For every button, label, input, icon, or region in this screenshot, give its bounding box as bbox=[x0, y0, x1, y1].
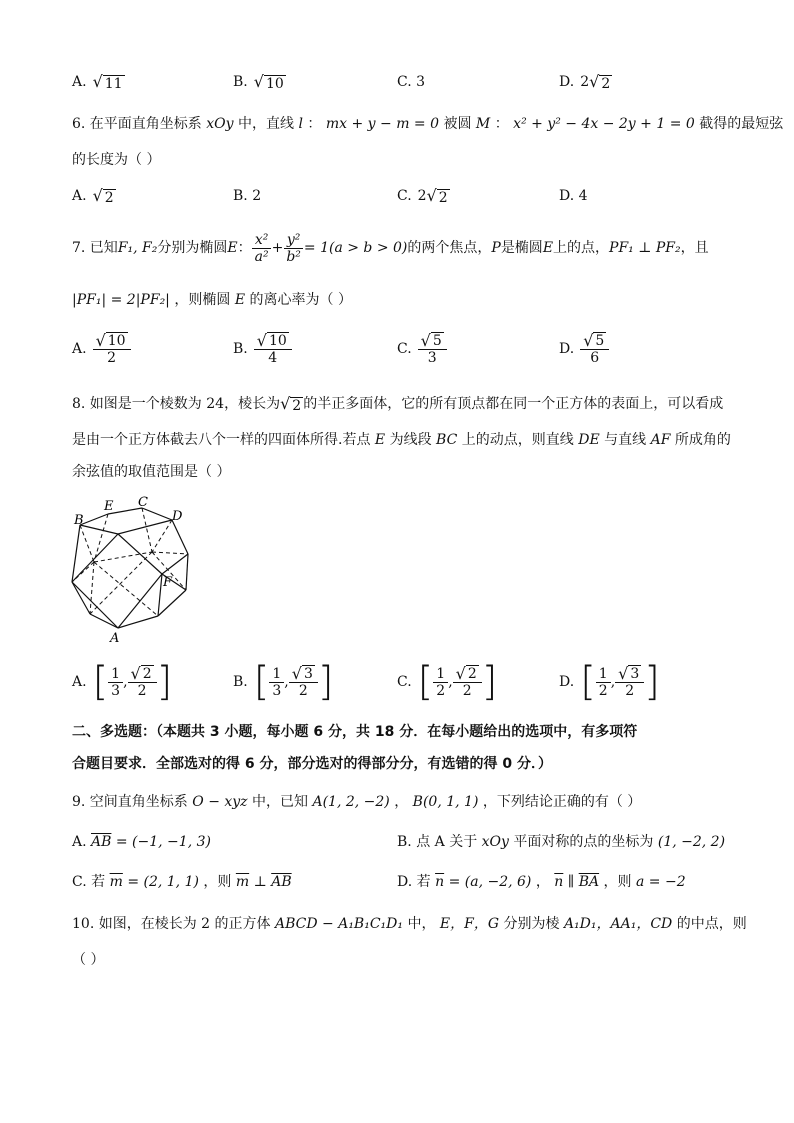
numerator: 1 bbox=[596, 666, 611, 683]
option-label: D. bbox=[559, 74, 575, 90]
option-label: A. bbox=[72, 188, 87, 204]
text: 中，已知 bbox=[252, 794, 309, 810]
radicand: 11 bbox=[104, 76, 123, 92]
text: 中，直线 bbox=[238, 116, 295, 132]
sqrt-expression: √ 2 bbox=[426, 186, 448, 206]
vertex-label-a: A bbox=[110, 631, 120, 646]
math: F₁, F₂ bbox=[117, 240, 158, 256]
q7-stem-line2 bbox=[72, 290, 352, 310]
coefficient: 2 bbox=[417, 188, 427, 204]
option-label: A. bbox=[72, 834, 87, 850]
edge-hidden bbox=[80, 525, 94, 562]
q6-option-d bbox=[559, 186, 588, 206]
left-bracket: [ bbox=[580, 659, 596, 705]
q9-stem bbox=[72, 792, 641, 812]
fraction bbox=[580, 332, 609, 366]
q6-option-a bbox=[72, 186, 116, 206]
numerator: 1 bbox=[433, 666, 448, 683]
vertex-label-f: F bbox=[163, 575, 173, 590]
edge-solid bbox=[158, 590, 186, 616]
q7-option-c bbox=[397, 332, 447, 366]
math: xOy bbox=[481, 834, 509, 850]
q9-option-d bbox=[397, 872, 686, 892]
math: BC bbox=[436, 432, 458, 448]
edge-hidden bbox=[94, 514, 108, 562]
numerator: √ 10 bbox=[93, 332, 131, 350]
fraction bbox=[93, 332, 131, 366]
math: = 1(a > b > 0) bbox=[303, 240, 408, 256]
comma: , bbox=[284, 674, 289, 690]
text: 上的动点，则直线 bbox=[461, 432, 574, 448]
option-label: C. bbox=[397, 674, 412, 690]
edge-solid bbox=[72, 582, 118, 628]
numerator: y² bbox=[284, 232, 304, 249]
fraction bbox=[615, 665, 644, 699]
text: ： bbox=[307, 116, 322, 132]
math: l bbox=[298, 116, 303, 132]
q8-option-d bbox=[559, 660, 660, 704]
q7-stem-line1 bbox=[72, 228, 709, 268]
q9-option-a bbox=[72, 832, 211, 852]
fraction bbox=[108, 666, 123, 699]
edge-solid bbox=[90, 614, 118, 628]
sqrt-expression: √ 11 bbox=[92, 72, 123, 92]
text: ，则 bbox=[603, 874, 632, 890]
math: E bbox=[227, 240, 238, 256]
numerator: √ 5 bbox=[418, 332, 447, 350]
math: = (a, −2, 6) bbox=[448, 874, 532, 890]
radicand: 2 bbox=[104, 190, 114, 206]
fraction bbox=[269, 666, 284, 699]
option-label: B. 点 A 关于 bbox=[397, 834, 478, 850]
vector: $\overline{BA}$ bbox=[578, 874, 600, 890]
edge-solid bbox=[118, 574, 162, 628]
option-label: B. bbox=[233, 674, 248, 690]
edge-solid bbox=[172, 520, 188, 554]
text: 为线段 bbox=[389, 432, 432, 448]
coefficient: 2 bbox=[580, 74, 590, 90]
right-bracket: ] bbox=[481, 659, 498, 705]
q8-stem-line2 bbox=[72, 430, 731, 450]
text: 8. 如图是一个棱数为 24，棱长为 bbox=[72, 396, 281, 412]
edge-solid bbox=[186, 554, 188, 590]
edge-hidden bbox=[142, 508, 152, 552]
math: P bbox=[491, 240, 501, 256]
text: ： bbox=[237, 240, 252, 256]
edge-hidden bbox=[94, 562, 158, 616]
q9-option-c bbox=[72, 872, 292, 892]
math: mx + y − m = 0 bbox=[325, 116, 440, 132]
math: ABCD − A₁B₁C₁D₁ bbox=[274, 916, 403, 932]
option-label: B. bbox=[233, 74, 248, 90]
operator: + bbox=[271, 240, 284, 256]
fraction bbox=[433, 666, 448, 699]
denominator: 3 bbox=[111, 682, 121, 699]
text: 的两个焦点， bbox=[407, 240, 492, 256]
text: 中， bbox=[407, 916, 436, 932]
math: |PF₁| = 2|PF₂| bbox=[72, 292, 170, 308]
option-label: C. 3 bbox=[397, 74, 426, 90]
numerator: √ 10 bbox=[254, 332, 292, 350]
vector: $\overline{AB}$ bbox=[91, 834, 112, 850]
edge-hidden bbox=[152, 552, 188, 554]
radicand: 10 bbox=[265, 76, 284, 92]
math: E bbox=[234, 292, 246, 308]
q5-option-c bbox=[397, 72, 425, 92]
operator: ∥ bbox=[567, 874, 575, 890]
text: 平面对称的点的坐标为 bbox=[513, 834, 654, 850]
q8-stem-line1 bbox=[72, 394, 723, 414]
denominator: 2 bbox=[436, 682, 446, 699]
text: ，则椭圆 bbox=[174, 292, 231, 308]
option-label: C. bbox=[397, 341, 412, 357]
math: E bbox=[374, 432, 386, 448]
math: B(0, 1, 1) bbox=[412, 794, 479, 810]
q5-option-d bbox=[559, 72, 612, 92]
option-label: B. bbox=[233, 341, 248, 357]
operator: ⊥ bbox=[253, 874, 267, 890]
comma: , bbox=[448, 674, 453, 690]
radicand: 3 bbox=[303, 666, 313, 682]
vector: $\overline{AB}$ bbox=[271, 874, 292, 890]
numerator: 1 bbox=[108, 666, 123, 683]
text: 7. 已知 bbox=[72, 240, 118, 256]
q7-option-b bbox=[233, 332, 292, 366]
comma: , bbox=[610, 674, 616, 690]
q8-stem-line3: 余弦值的取值范围是（ ） bbox=[72, 464, 231, 480]
radicand: 10 bbox=[107, 333, 126, 349]
denominator: 4 bbox=[268, 350, 278, 366]
text: 9. 空间直角坐标系 bbox=[72, 794, 188, 810]
math: DE bbox=[578, 432, 600, 448]
fraction bbox=[418, 332, 447, 366]
right-bracket: ] bbox=[644, 659, 660, 705]
option-label: C. 若 bbox=[72, 874, 106, 890]
math: M bbox=[475, 116, 491, 132]
text: ， bbox=[394, 794, 409, 810]
math: (1, −2, 2) bbox=[657, 834, 726, 850]
fraction bbox=[453, 665, 482, 699]
edge-hidden bbox=[90, 552, 152, 614]
math: a = −2 bbox=[636, 874, 686, 890]
denominator: 3 bbox=[427, 350, 437, 366]
denominator: b² bbox=[286, 248, 301, 265]
text: ，且 bbox=[680, 240, 709, 256]
section-2-heading-line2: 合题目要求．全部选对的得 6 分，部分选对的得部分分，有选错的得 0 分．） bbox=[72, 756, 552, 772]
math: O − xyz bbox=[192, 794, 248, 810]
edge-solid bbox=[158, 574, 162, 616]
option-label: D. 若 bbox=[397, 874, 431, 890]
denominator: 2 bbox=[625, 683, 635, 699]
text: 的中点，则 bbox=[676, 916, 747, 932]
numerator: x² bbox=[252, 232, 272, 249]
q9-option-b bbox=[397, 832, 725, 852]
denominator: a² bbox=[254, 248, 269, 265]
radicand: 2 bbox=[438, 190, 448, 206]
math: A₁D₁，AA₁，CD bbox=[563, 916, 673, 932]
fraction bbox=[128, 665, 157, 699]
radicand: 2 bbox=[292, 398, 302, 414]
denominator: 2 bbox=[137, 683, 147, 699]
q5-option-b bbox=[233, 72, 286, 92]
text: 6. 在平面直角坐标系 bbox=[72, 116, 202, 132]
fraction bbox=[254, 332, 292, 366]
fraction bbox=[283, 232, 304, 265]
text: 10. 如图，在棱长为 2 的正方体 bbox=[72, 916, 271, 932]
math: AF bbox=[650, 432, 671, 448]
numerator: 1 bbox=[269, 666, 284, 683]
text: 与直线 bbox=[604, 432, 647, 448]
fraction bbox=[252, 232, 272, 265]
q5-option-a bbox=[72, 72, 125, 92]
vertex-label-b: B bbox=[74, 513, 84, 528]
numerator: √ 5 bbox=[580, 332, 609, 350]
edge-solid bbox=[72, 525, 80, 582]
numerator: √ 3 bbox=[615, 665, 644, 683]
q8-option-b bbox=[233, 660, 333, 704]
option-label: C. bbox=[397, 188, 412, 204]
option-label: D. bbox=[559, 341, 575, 357]
q7-option-a bbox=[72, 332, 131, 366]
text: 截得的最短弦 bbox=[699, 116, 784, 132]
radicand: 10 bbox=[268, 333, 287, 349]
text: 是由一个正方体截去八个一样的四面体所得.若点 bbox=[72, 432, 371, 448]
radicand: 2 bbox=[142, 666, 152, 682]
vertex-label-c: C bbox=[138, 495, 148, 510]
q6-stem-line2: 的长度为（ ） bbox=[72, 152, 161, 168]
sqrt-expression: √ 2 bbox=[280, 394, 302, 414]
math: E，F，G bbox=[439, 916, 500, 932]
radicand: 5 bbox=[432, 333, 442, 349]
text: 是椭圆 bbox=[500, 240, 543, 256]
radicand: 5 bbox=[595, 333, 605, 349]
text: 所成角的 bbox=[674, 432, 731, 448]
denominator: 2 bbox=[462, 683, 472, 699]
radicand: 2 bbox=[601, 76, 611, 92]
q10-stem-line2: （ ） bbox=[72, 952, 105, 968]
q8-option-a bbox=[72, 660, 172, 704]
math: A(1, 2, −2) bbox=[312, 794, 390, 810]
text: ： bbox=[494, 116, 509, 132]
text: 被圆 bbox=[443, 116, 472, 132]
q10-stem-line1 bbox=[72, 914, 747, 934]
numerator: √ 2 bbox=[128, 665, 157, 683]
comma: , bbox=[123, 674, 128, 690]
text: 分别为棱 bbox=[503, 916, 560, 932]
sqrt-expression: √ 10 bbox=[253, 72, 284, 92]
sqrt-expression: √ 2 bbox=[589, 72, 611, 92]
math: = (−1, −1, 3) bbox=[115, 834, 211, 850]
left-bracket: [ bbox=[253, 659, 270, 705]
option-label: A. bbox=[72, 341, 87, 357]
math: E bbox=[542, 240, 554, 256]
q6-stem-line1 bbox=[72, 114, 783, 134]
sqrt-expression: √ 2 bbox=[92, 186, 114, 206]
text: ，则 bbox=[203, 874, 232, 890]
radicand: 2 bbox=[467, 666, 477, 682]
vertex-label-d: D bbox=[172, 509, 183, 524]
text: 的离心率为（ ） bbox=[249, 292, 352, 308]
q6-option-b bbox=[233, 186, 261, 206]
edge-hidden bbox=[90, 562, 94, 614]
q6-option-c bbox=[397, 186, 450, 206]
vertex-label-e: E bbox=[104, 499, 114, 514]
math: x² + y² − 4x − 2y + 1 = 0 bbox=[513, 116, 695, 132]
vector: $\overline{m}$ bbox=[235, 874, 250, 890]
left-bracket: [ bbox=[417, 659, 434, 705]
vector: $\overline{n}$ bbox=[435, 874, 445, 890]
numerator: √ 3 bbox=[289, 665, 318, 683]
option-label: A. bbox=[72, 74, 87, 90]
option-label: B. 2 bbox=[233, 188, 262, 204]
right-bracket: ] bbox=[317, 659, 334, 705]
section-2-heading-line1: 二、多选题：（本题共 3 小题，每小题 6 分，共 18 分．在每小题给出的选项中，有多项符 bbox=[72, 724, 638, 740]
left-bracket: [ bbox=[92, 659, 109, 705]
math: PF₁ ⊥ PF₂ bbox=[609, 240, 681, 256]
edge-solid bbox=[80, 525, 118, 534]
denominator: 2 bbox=[298, 683, 308, 699]
text: ， bbox=[535, 874, 550, 890]
q8-option-c bbox=[397, 660, 497, 704]
text: ，下列结论正确的有（ ） bbox=[482, 794, 642, 810]
denominator: 2 bbox=[107, 350, 117, 366]
text: 上的点， bbox=[553, 240, 610, 256]
numerator: √ 2 bbox=[453, 665, 482, 683]
text: 分别为椭圆 bbox=[157, 240, 228, 256]
option-label: D. bbox=[559, 674, 575, 690]
math: xOy bbox=[206, 116, 234, 132]
fraction bbox=[289, 665, 318, 699]
cuboctahedron-figure bbox=[60, 492, 210, 647]
radicand: 3 bbox=[630, 666, 640, 682]
math: = (2, 1, 1) bbox=[127, 874, 199, 890]
edge-solid bbox=[162, 554, 188, 574]
option-label: D. 4 bbox=[559, 188, 588, 204]
denominator: 2 bbox=[598, 682, 608, 699]
denominator: 3 bbox=[272, 682, 282, 699]
edge-solid bbox=[118, 534, 162, 574]
q7-option-d bbox=[559, 332, 609, 366]
edge-solid bbox=[80, 514, 108, 525]
vector: $\overline{m}$ bbox=[109, 874, 123, 890]
vector: $\overline{n}$ bbox=[554, 874, 564, 890]
right-bracket: ] bbox=[156, 659, 173, 705]
fraction bbox=[596, 666, 611, 699]
edge-solid bbox=[118, 616, 158, 628]
text: 的半正多面体，它的所有顶点都在同一个正方体的表面上，可以看成 bbox=[303, 396, 724, 412]
option-label: A. bbox=[72, 674, 87, 690]
denominator: 6 bbox=[590, 350, 600, 366]
